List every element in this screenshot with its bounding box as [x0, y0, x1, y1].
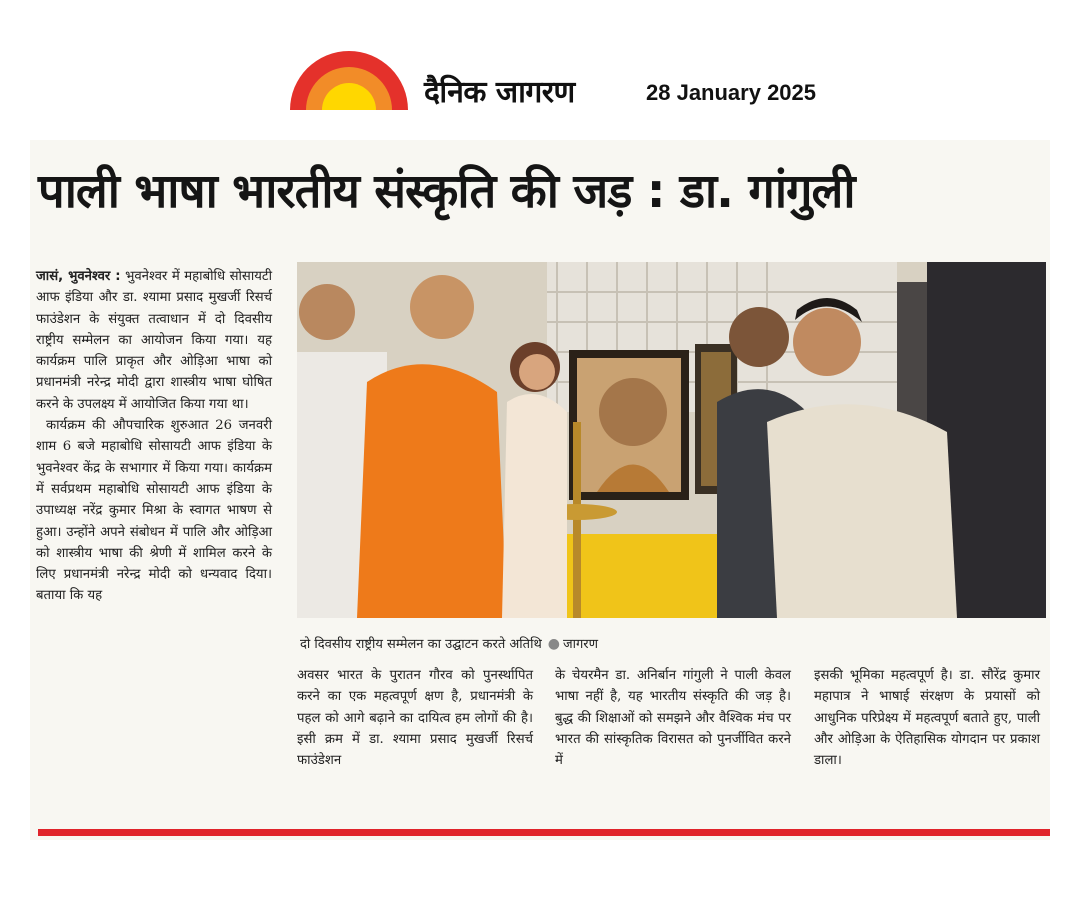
headline: पाली भाषा भारतीय संस्कृति की जड़ : डा. गांगुली [38, 164, 855, 219]
article-column-2: अवसर भारत के पुरातन गौरव को पुनर्स्थापित करने का एक महत्वपूर्ण क्षण है, प्रधानमंत्री के पहल को आगे बढ़ाने का दायित्व हम लोगों की है। इसी क्रम में डा. श्यामा प्रसाद मुखर्जी रिसर्च फाउंडेशन [297, 668, 533, 769]
article-column-1 [36, 266, 272, 607]
paragraph-1 [36, 266, 272, 415]
publication-date: 28 January 2025 [646, 80, 817, 105]
masthead [0, 0, 1080, 140]
event-photo [297, 262, 1046, 618]
red-divider-rule [38, 829, 1050, 836]
paragraph-1-text: भुवनेश्वर में महाबोधि सोसायटी आफ इंडिया और डा. श्यामा प्रसाद मुखर्जी रिसर्च फाउंडेशन के संयुक्त तत्वाधान में दो दिवसीय राष्ट्रीय सम्मेलन का आयोजन किया गया। यह कार्यक्रम पालि प्राकृत और ओड़िआ भाषा को प्रधानमंत्री नरेन्द्र मोदी द्वारा शास्त्रीय भाषा घोषित करने के उपलक्ष्य में आयोजित किया गया था। [36, 269, 272, 412]
paragraph-2: कार्यक्रम की औपचारिक शुरुआत 26 जनवरी शाम 6 बजे महाबोधि सोसायटी आफ इंडिया के भुवनेश्वर केंद्र के सभागार में किया गया। कार्यक्रम में सर्वप्रथम महाबोधि सोसायटी आफ इंडिया के उपाध्यक्ष नरेंद्र कुमार मिश्रा के स्वागत भाषण से हुआ। उन्होंने अपने संबोधन में पालि और ओड़िआ को शास्त्रीय भाषा की श्रेणी में शामिल करने के लिए प्रधानमंत्री नरेन्द्र मोदी को धन्यवाद दिया। बताया कि यह [36, 418, 272, 604]
brand-name: दैनिक जागरण [424, 75, 575, 110]
bullet-icon: ● [547, 636, 560, 652]
photo-caption-text: दो दिवसीय राष्ट्रीय सम्मेलन का उद्घाटन करते अतिथि [300, 637, 542, 652]
dateline: जासं, भुवनेश्वर : [36, 269, 121, 284]
newspaper-clipping [30, 140, 1050, 840]
article-column-4: इसकी भूमिका महत्वपूर्ण है। डा. सौरेंद्र कुमार महापात्र ने भाषाई संरक्षण के प्रयासों को आधुनिक परिप्रेक्ष्य में महत्वपूर्ण बताते हुए, पाली और ओड़िआ के ऐतिहासिक योगदान पर प्रकाश डाला। [814, 668, 1040, 769]
event-photo-illustration [297, 262, 1046, 618]
photo-credit: जागरण [562, 637, 599, 652]
photo-caption [300, 634, 1040, 652]
article-column-3: के चेयरमैन डा. अनिर्बान गांगुली ने पाली केवल भाषा नहीं है, यह भारतीय संस्कृति की जड़ है। बुद्ध की शिक्षाओं को समझने और वैश्विक मंच पर भारत की सांस्कृतिक विरासत को पुनर्जीवित करने में [555, 668, 791, 769]
dainik-jagran-sun-logo-icon [286, 46, 412, 112]
